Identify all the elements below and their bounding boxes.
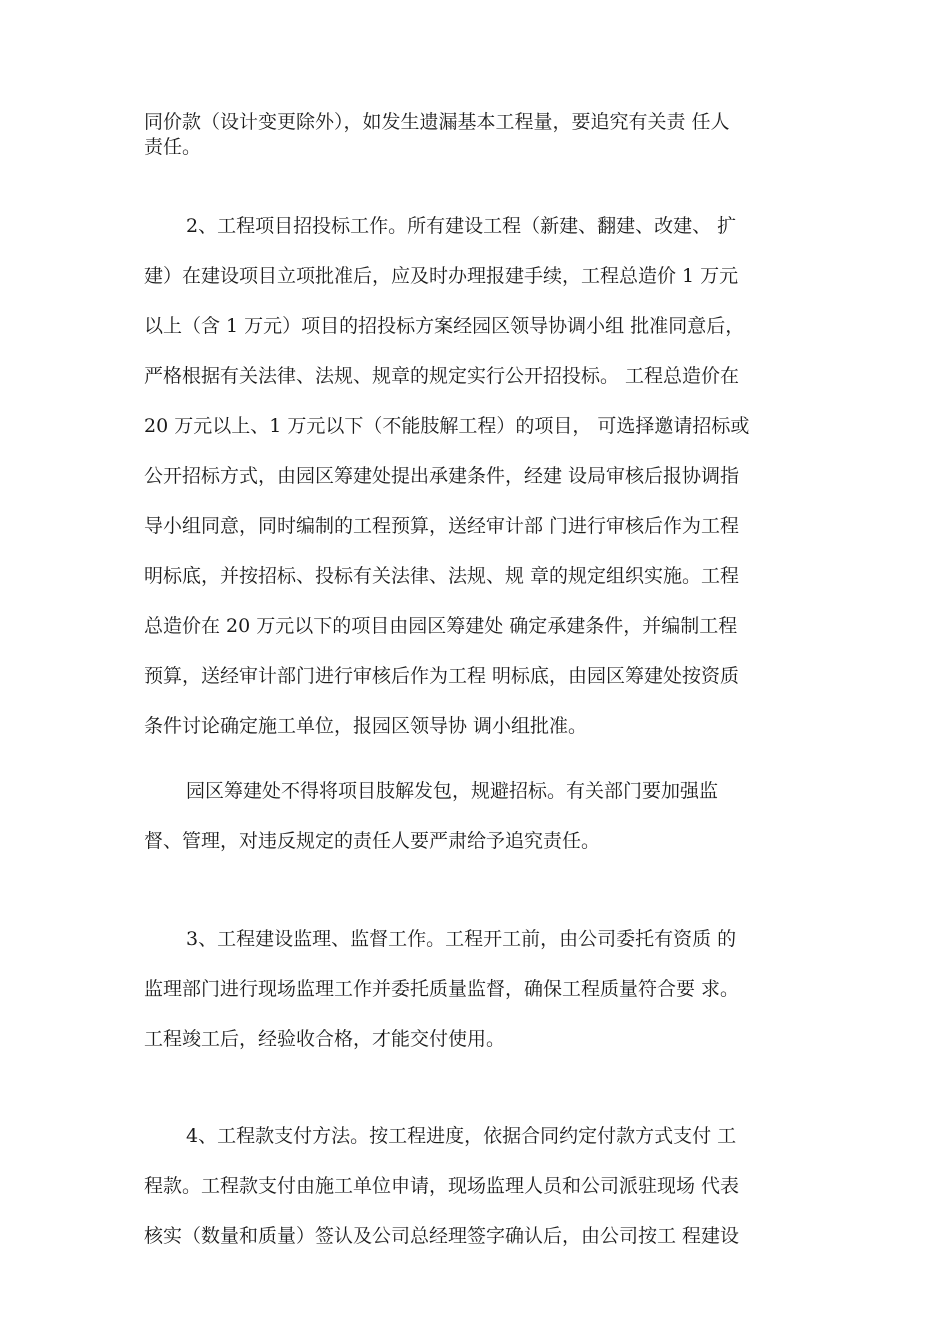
text-line: 导小组同意，同时编制的工程预算，送经审计部 门进行审核后作为工程 (144, 515, 740, 537)
paragraph-bidding-work (144, 201, 824, 751)
paragraph-payment-method (144, 1111, 824, 1261)
text-line: 建）在建设项目立项批准后，应及时办理报建手续，工程总造价 1 万元 (144, 265, 739, 287)
text-line: 4、工程款支付方法。按工程进度，依据合同约定付款方式支付 工 (186, 1125, 737, 1147)
text-line: 同价款（设计变更除外），如发生遗漏基本工程量，要追究有关责 任人 (144, 111, 730, 133)
text-line: 以上（含 1 万元）项目的招投标方案经园区领导协调小组 批准同意后， (144, 315, 745, 337)
paragraph-supervision-work (144, 914, 824, 1064)
text-line: 工程竣工后，经验收合格，才能交付使用。 (144, 1028, 506, 1050)
text-line: 公开招标方式，由园区筹建处提出承建条件，经建 设局审核后报协调指 (144, 465, 740, 487)
paragraph-no-split-contract (144, 766, 824, 866)
text-line: 园区筹建处不得将项目肢解发包，规避招标。有关部门要加强监 (186, 780, 719, 802)
text-line: 核实（数量和质量）签认及公司总经理签字确认后，由公司按工 程建设 (144, 1225, 740, 1247)
text-line: 程款。工程款支付由施工单位申请，现场监理人员和公司派驻现场 代表 (144, 1175, 740, 1197)
paragraph-contract-price (144, 110, 824, 160)
text-line: 严格根据有关法律、法规、规章的规定实行公开招投标。 工程总造价在 (144, 365, 740, 387)
text-line: 明标底，并按招标、投标有关法律、法规、规 章的规定组织实施。工程 (144, 565, 740, 587)
text-line: 责任。 (144, 136, 202, 158)
text-line: 20 万元以上、1 万元以下（不能肢解工程）的项目， 可选择邀请招标或 (144, 415, 750, 437)
text-line: 2、工程项目招投标工作。所有建设工程（新建、翻建、改建、 扩 (186, 215, 737, 237)
text-line: 督、管理，对违反规定的责任人要严肃给予追究责任。 (144, 830, 601, 852)
text-line: 条件讨论确定施工单位，报园区领导协 调小组批准。 (144, 715, 588, 737)
text-line: 3、工程建设监理、监督工作。工程开工前，由公司委托有资质 的 (186, 928, 737, 950)
text-line: 总造价在 20 万元以下的项目由园区筹建处 确定承建条件，并编制工程 (144, 615, 738, 637)
text-line: 监理部门进行现场监理工作并委托质量监督，确保工程质量符合要 求。 (144, 978, 740, 1000)
text-line: 预算，送经审计部门进行审核后作为工程 明标底，由园区筹建处按资质 (144, 665, 740, 687)
